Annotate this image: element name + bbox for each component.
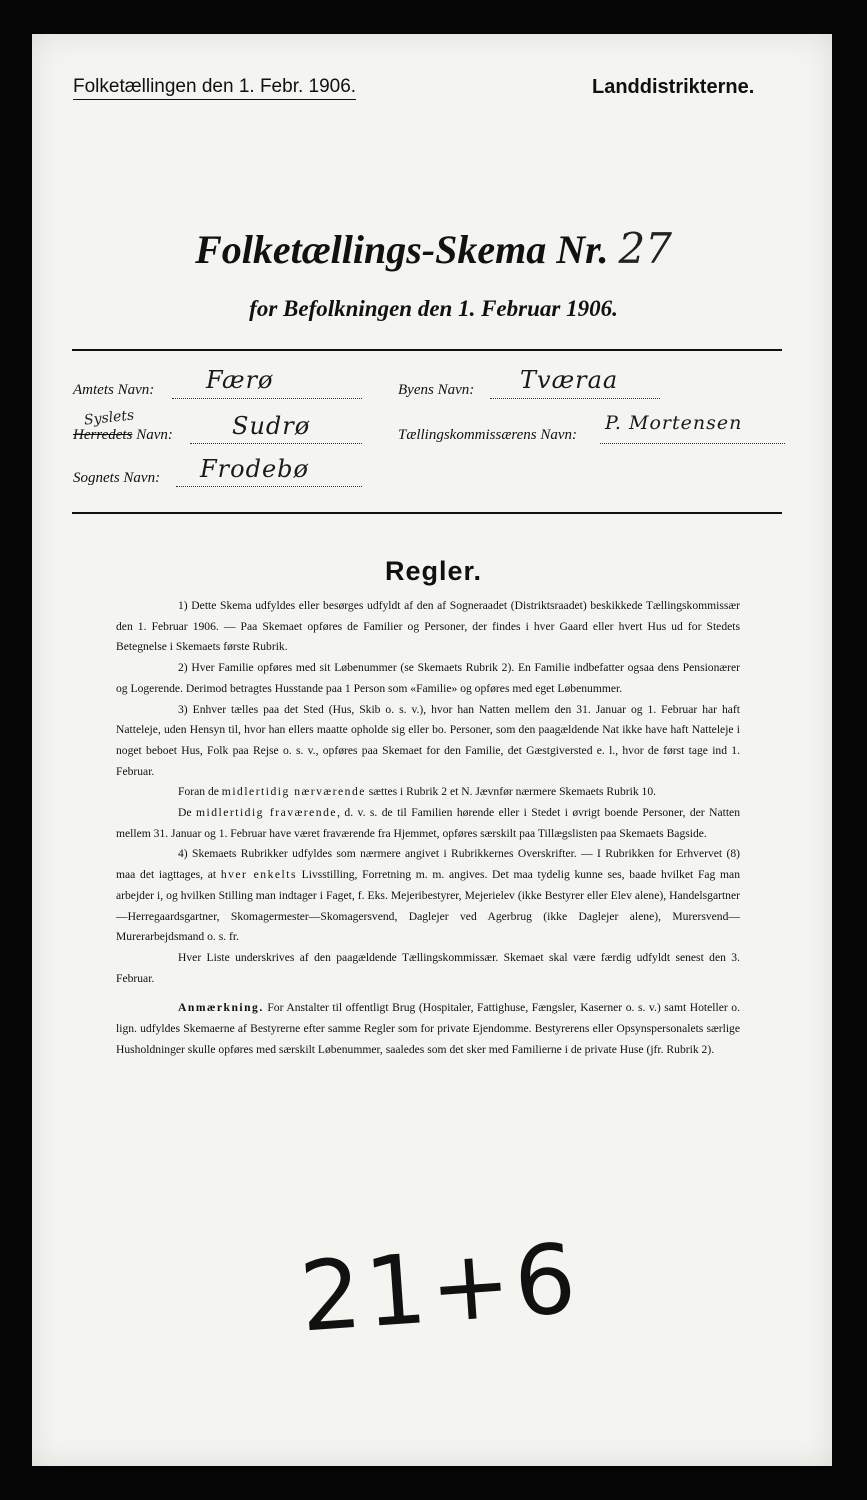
note <box>116 998 740 1060</box>
note-heading: Anmærkning. <box>178 1001 264 1015</box>
form-title-text: Folketællings-Skema Nr. <box>195 227 609 272</box>
herred-label-rest: Navn: <box>132 427 173 443</box>
sogn-label: Sognets Navn: <box>73 470 161 486</box>
rule-3c <box>116 803 740 844</box>
amt-value: Færø <box>206 366 274 394</box>
divider-bottom <box>72 512 782 514</box>
rule-3b <box>116 782 740 803</box>
rule-4-spaced: hver enkelts <box>220 868 297 882</box>
handwritten-count: 21+6 <box>296 1222 584 1354</box>
rules-body <box>116 596 740 1060</box>
form-title <box>0 224 867 273</box>
rule-2: 2) Hver Familie opføres med sit Løbenummer (se Skemaets Rubrik 2). En Familie indbefatter ogsaa dens Pensionærer og Logerende. Derimod betragtes Husstande paa 1 Person som «Familie» og opføres med eget Løbenummer. <box>116 661 740 695</box>
amt-line <box>172 398 362 399</box>
rule-4b: Hver Liste underskrives af den paagældende Tællingskommissær. Skemaet skal være færdig udfyldt senest den 3. Februar. <box>116 950 740 985</box>
kommissaer-value: P. Mortensen <box>605 412 743 434</box>
form-number: 27 <box>618 224 672 273</box>
sogn-line <box>176 486 362 487</box>
sogn-value: Frodebø <box>200 455 309 483</box>
byens-value: Tværaa <box>520 366 619 394</box>
kommissaer-line <box>600 443 785 444</box>
kommissaer-label: Tællingskommissærens Navn: <box>398 427 578 443</box>
rule-3b-spaced: midlertidig nærværende <box>221 785 366 799</box>
herred-line <box>190 443 362 444</box>
herred-label-struck: Herredets <box>73 427 133 443</box>
note-text: For Anstalter til offentligt Brug (Hospitaler, Fattighuse, Fængsler, Kaserner o. s. v.) samt Hoteller o. lign. udfyldes Skemaerne af Bestyrerne efter samme Regler som for private Ejendomme. Bestyrerens eller Opsynspersonalets særlige Husholdninger skulle opføres med særskilt Løbenummer, saaledes som det sker med Familierne i de private Huse (jfr. Rubrik 2). <box>116 1001 740 1056</box>
rule-3b-post: sættes i Rubrik 2 et N. Jævnfør nærmere Skemaets Rubrik 10. <box>365 785 657 799</box>
rule-3c-pre: De <box>178 806 196 820</box>
byens-label: Byens Navn: <box>398 382 475 398</box>
rules-heading: Regler. <box>384 556 483 586</box>
divider-top <box>72 349 782 351</box>
herred-label <box>73 427 173 444</box>
amt-label: Amtets Navn: <box>73 382 155 398</box>
rule-3c-post: , d. v. s. de til Familien hørende eller i Stedet i øvrigt boende Personer, der Natten mellem 31. Januar og 1. Februar have været fraværende fra Hjemmet, opføres særskilt paa Tillægslisten paa Skemaets Bagside. <box>116 806 740 840</box>
herred-correction: Syslets <box>83 407 135 429</box>
rule-3: 3) Enhver tælles paa det Sted (Hus, Skib o. s. v.), hvor han Natten mellem den 31. Januar og 1. Februar har haft Natteleje, uden Hensyn til, hvor han ellers maatte opholde sig eller bo. Personer, som den paagældende Nat ikke have haft Natteleje i noget beboet Hus, Folk paa Rejse o. s. v., opføres paa Skemaet for den Familie, det Gæstgiversted e. l., hvor de først tage ind 1. Februar. <box>116 702 740 778</box>
rule-4 <box>116 844 740 948</box>
rule-4-pre: 4) Skemaets Rubrikker udfyldes som nærmere angivet i Rubrikkernes Overskrifter. — I Rubrikken for Erhvervet (8) maa det iagttages, at <box>116 847 740 882</box>
rule-4-post: Livsstilling, Forretning m. m. angives. Det maa tydelig kunne ses, baade hvilket Fag man arbejder i, og hvilken Stilling man indtager i Faget, f. Eks. Mejeribestyrer, Mejerielev (ikke Bestyrer eller Elev alene), Handelsgartner—Herregaardsgartner, Skomagermester—Skomagersvend, Daglejer ved Agerbrug (ikke Daglejer alene), Murersvend—Murerarbejdsmand o. s. fr. <box>116 868 741 944</box>
header-census-date: Folketællingen den 1. Febr. 1906. <box>73 76 356 100</box>
form-subtitle: for Befolkningen den 1. Februar 1906. <box>249 296 618 321</box>
rule-3c-spaced: midlertidig fraværende <box>195 806 338 820</box>
rule-1: 1) Dette Skema udfyldes eller besørges udfyldt af den af Sogneraadet (Distriktsraadet) beskikkede Tællingskommissær den 1. Februar 1906. — Paa Skemaet opføres de Familier og Personer, der findes i hver Gaard eller hvert Hus ud for Stedets Betegnelse i Skemaets første Rubrik. <box>116 599 740 654</box>
header-district-type: Landdistrikterne. <box>592 76 755 98</box>
herred-value: Sudrø <box>232 412 311 440</box>
rule-3b-pre: Foran de <box>178 785 222 799</box>
byens-line <box>490 398 660 399</box>
